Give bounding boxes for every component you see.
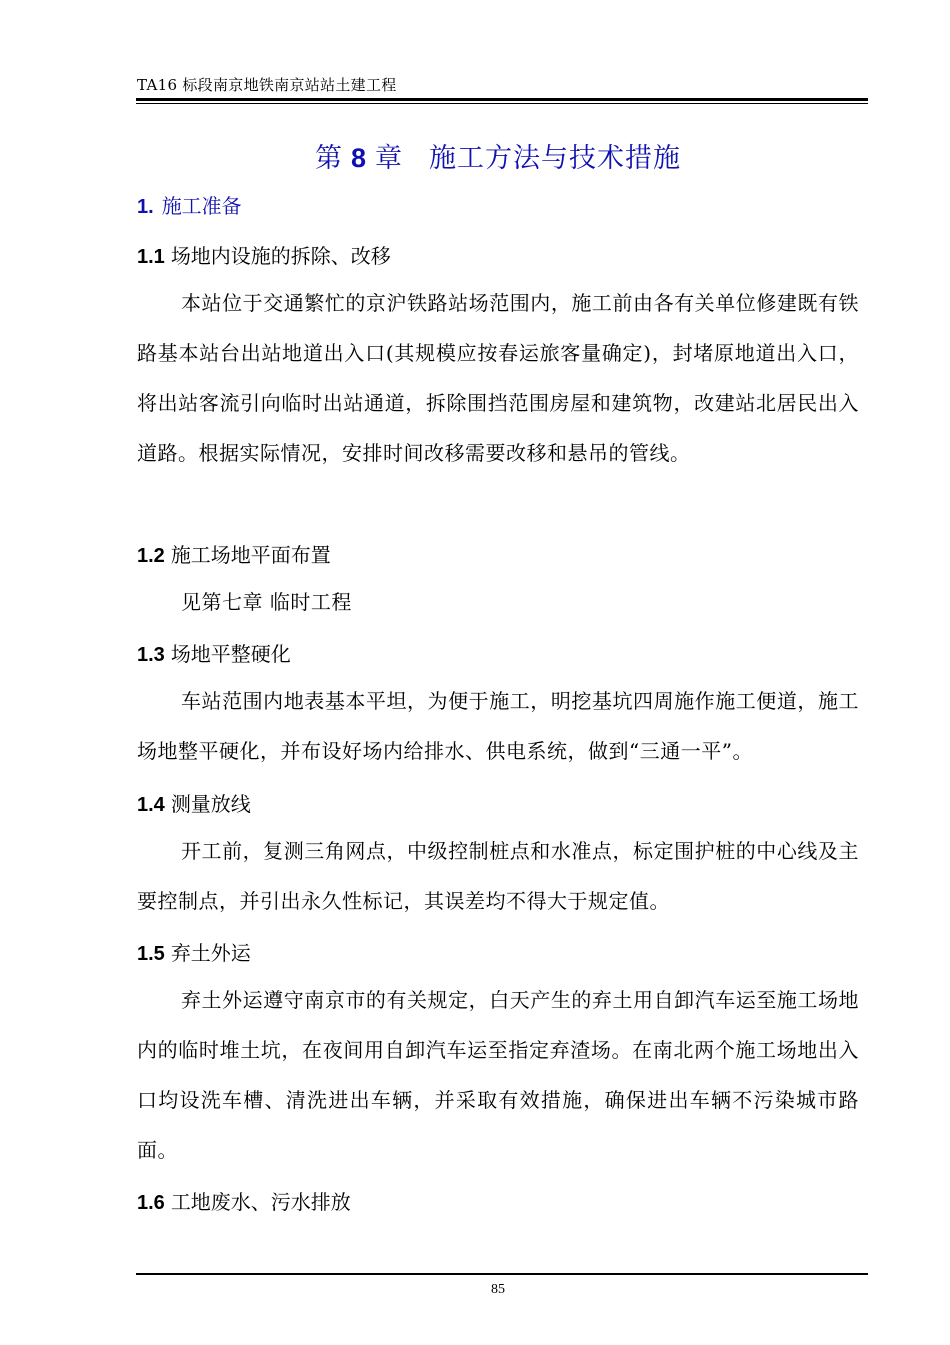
chapter-number: 8: [350, 143, 368, 173]
paragraph-1-1: 本站位于交通繁忙的京沪铁路站场范围内，施工前由各有关单位修建既有铁路基本站台出站地道出入口(其规模应按春运旅客量确定)，封堵原地道出入口，将出站客流引向临时出站通道，拆除围挡范围房屋和建筑物，改建站北居民出入道路。根据实际情况，安排时间改移需要改移和悬吊的管线。: [137, 291, 859, 465]
footer-rule: [136, 1273, 868, 1275]
subsection-heading-1-6: [137, 1186, 351, 1215]
paragraph-1-5: 弃土外运遵守南京市的有关规定，白天产生的弃土用自卸汽车运至施工场地内的临时堆土坑，在夜间用自卸汽车运至指定弃渣场。在南北两个施工场地出入口均设洗车槽、清洗进出车辆，并采取有效措施，确保进出车辆不污染城市路面。: [137, 988, 859, 1162]
chapter-suffix: 章: [375, 143, 404, 174]
subsection-number: 1.2: [137, 545, 165, 567]
subsection-title: 场地内设施的拆除、改移: [170, 244, 391, 268]
subsection-number: 1.5: [137, 943, 165, 965]
subsection-title: 工地废水、污水排放: [170, 1190, 351, 1214]
section-heading-1: [137, 190, 242, 219]
subsection-number: 1.4: [137, 794, 165, 816]
section-number: 1.: [137, 196, 154, 218]
section-title: 施工准备: [161, 194, 242, 218]
subsection-title: 弃土外运: [170, 941, 251, 965]
subsection-number: 1.6: [137, 1192, 165, 1214]
chapter-name: 施工方法与技术措施: [429, 143, 682, 174]
subsection-title: 场地平整硬化: [170, 642, 291, 666]
subsection-heading-1-3: [137, 638, 291, 667]
header-rule-thin: [136, 103, 868, 104]
header-rule: [136, 98, 868, 101]
subsection-heading-1-5: [137, 937, 251, 966]
chapter-prefix: 第: [314, 143, 343, 174]
page-number: 85: [491, 1282, 505, 1297]
subsection-number: 1.1: [137, 246, 165, 268]
chapter-title: [0, 136, 950, 175]
subsection-heading-1-1: [137, 240, 391, 269]
subsection-title: 施工场地平面布置: [170, 543, 331, 567]
subsection-title: 测量放线: [170, 792, 251, 816]
subsection-heading-1-4: [137, 788, 251, 817]
subsection-heading-1-2: [137, 539, 331, 568]
subsection-number: 1.3: [137, 644, 165, 666]
header-title: TA16 标段南京地铁南京站站土建工程: [137, 76, 397, 94]
paragraph-1-2: 见第七章 临时工程: [181, 590, 352, 614]
paragraph-1-3: 车站范围内地表基本平坦，为便于施工，明挖基坑四周施作施工便道，施工场地整平硬化，并布设好场内给排水、供电系统，做到“三通一平”。: [137, 689, 859, 763]
paragraph-1-4: 开工前，复测三角网点，中级控制桩点和水准点，标定围护桩的中心线及主要控制点，并引出永久性标记，其误差均不得大于规定值。: [137, 839, 859, 913]
